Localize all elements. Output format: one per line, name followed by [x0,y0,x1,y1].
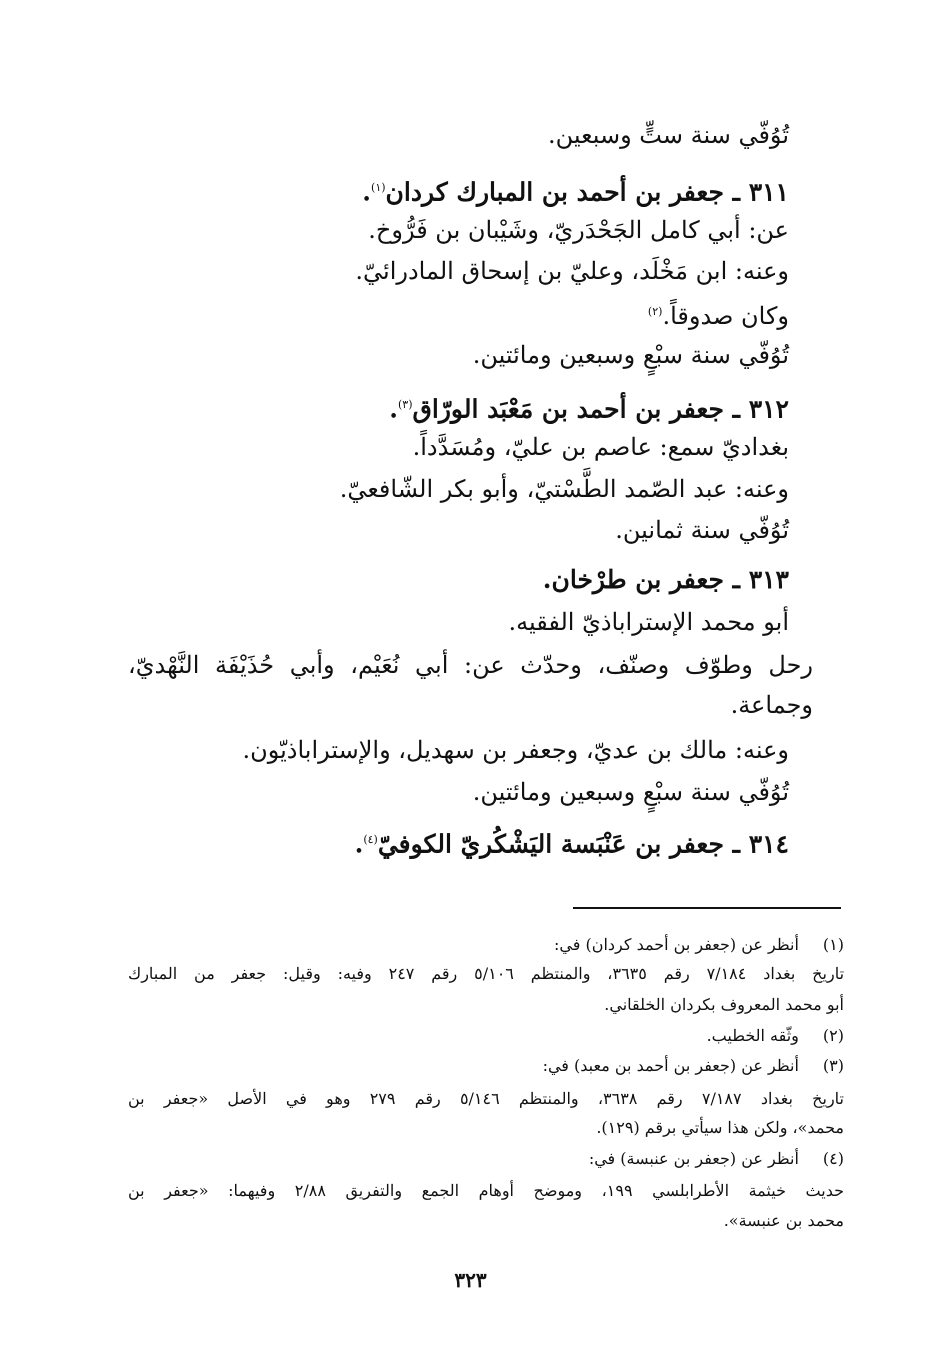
footnote-ref: (١) [371,181,386,194]
entry-name: جعفر بن عَنْبَسة اليَشْكُريّ الكوفيّ [377,829,724,859]
footnote-3 [543,1055,844,1079]
entry-heading-311 [362,173,789,207]
footnote-ref: (٣) [397,398,413,411]
entry-heading-312 [389,390,789,424]
entry-number: ٣١١ ـ [732,177,789,207]
footnote-text: أنظر عن (جعفر بن أحمد بن معبد) في: [542,1056,799,1075]
text-line [648,297,789,331]
footnote-marker: (٣) [822,1056,844,1075]
footnote-separator [573,907,841,909]
footnote-text-line: حديث خيثمة الأطرابلسي ١٩٩، وموضح أوهام الجمع والتفريق ٢/٨٨ وفيهما: «جعفر بن [128,1181,844,1200]
footnote-text-line: تاريخ بغداد ٧/١٨٤ رقم ٣٦٣٥، والمنتظم ٥/١٠٦ رقم ٢٤٧ وفيه: وقيل: جعفر من المبارك [128,964,845,983]
text-line: بغداديّ سمع: عاصم بن عليّ، ومُسَدَّداً. [412,433,789,461]
entry-number: ٣١٢ ـ [732,394,789,424]
footnote-text-line: أبو محمد المعروف بكردان الخلقاني. [604,995,844,1014]
footnote-4 [589,1148,844,1172]
text-line: عن: أبي كامل الجَحْدَريّ، وشَيْبان بن فَرُّوخ. [368,216,789,244]
footnote-ref: (٢) [647,305,663,318]
footnote-text: أنظر عن (جعفر بن عنبسة) في: [588,1149,799,1168]
text-line: أبو محمد الإستراباذيّ الفقيه. [508,608,789,636]
footnote-ref: (٤) [363,833,378,846]
footnote-text-line: تاريخ بغداد ٧/١٨٧ رقم ٣٦٣٨، والمنتظم ٥/١٤٦ رقم ٢٧٩ وهو في الأصل «جعفر بن [128,1089,845,1108]
footnote-2 [707,1025,844,1049]
footnote-text: أنظر عن (جعفر بن أحمد كردان) في: [554,935,799,954]
page-number: ٣٢٣ [454,1268,487,1292]
text-line-content: وكان صدوقاً. [662,302,789,330]
entry-heading-313 [543,565,789,599]
text-line: تُوُفّي سنة سبْعٍ وسبعين ومائتين. [472,341,789,369]
footnote-1 [554,934,844,958]
footnote-marker: (١) [822,935,844,954]
entry-name: جعفر بن أحمد بن المبارك كردان [385,177,724,207]
entry-name: جعفر بن أحمد بن مَعْبَد الورّاق [412,394,724,424]
entry-end: . [362,177,372,207]
text-line: وعنه: ابن مَخْلَد، وعليّ بن إسحاق المادرائيّ. [355,257,789,285]
text-line: تُوُفّي سنة ستٍّ وسبعين. [548,121,789,149]
text-line: تُوُفّي سنة سبْعٍ وسبعين ومائتين. [472,778,789,806]
footnote-marker: (٢) [822,1026,844,1045]
text-line: رحل وطوّف وصنّف، وحدّث عن: أبي نُعَيْم، وأبي حُذَيْفَة النَّهْديّ، [128,651,813,679]
entry-number: ٣١٣ ـ [732,565,789,594]
text-line: وعنه: مالك بن عديّ، وجعفر بن سهديل، والإستراباذيّون. [242,736,789,764]
entry-end: . [354,829,364,859]
footnote-marker: (٤) [822,1149,844,1168]
text-line: تُوُفّي سنة ثمانين. [615,516,789,544]
entry-number: ٣١٤ ـ [732,829,789,859]
footnote-text-line: محمد»، ولكن هذا سيأتي برقم (١٢٩). [596,1118,844,1137]
footnote-text: وثّقه الخطيب. [706,1026,799,1045]
text-line: وعنه: عبد الصّمد الطَّسْتيّ، وأبو بكر الشّافعيّ. [339,475,789,503]
footnote-text-line: محمد بن عنبسة». [723,1211,844,1230]
entry-heading-314 [355,825,789,859]
entry-name: جعفر بن طرْخان. [542,565,724,594]
text-line: وجماعة. [730,691,813,719]
entry-end: . [389,394,398,424]
